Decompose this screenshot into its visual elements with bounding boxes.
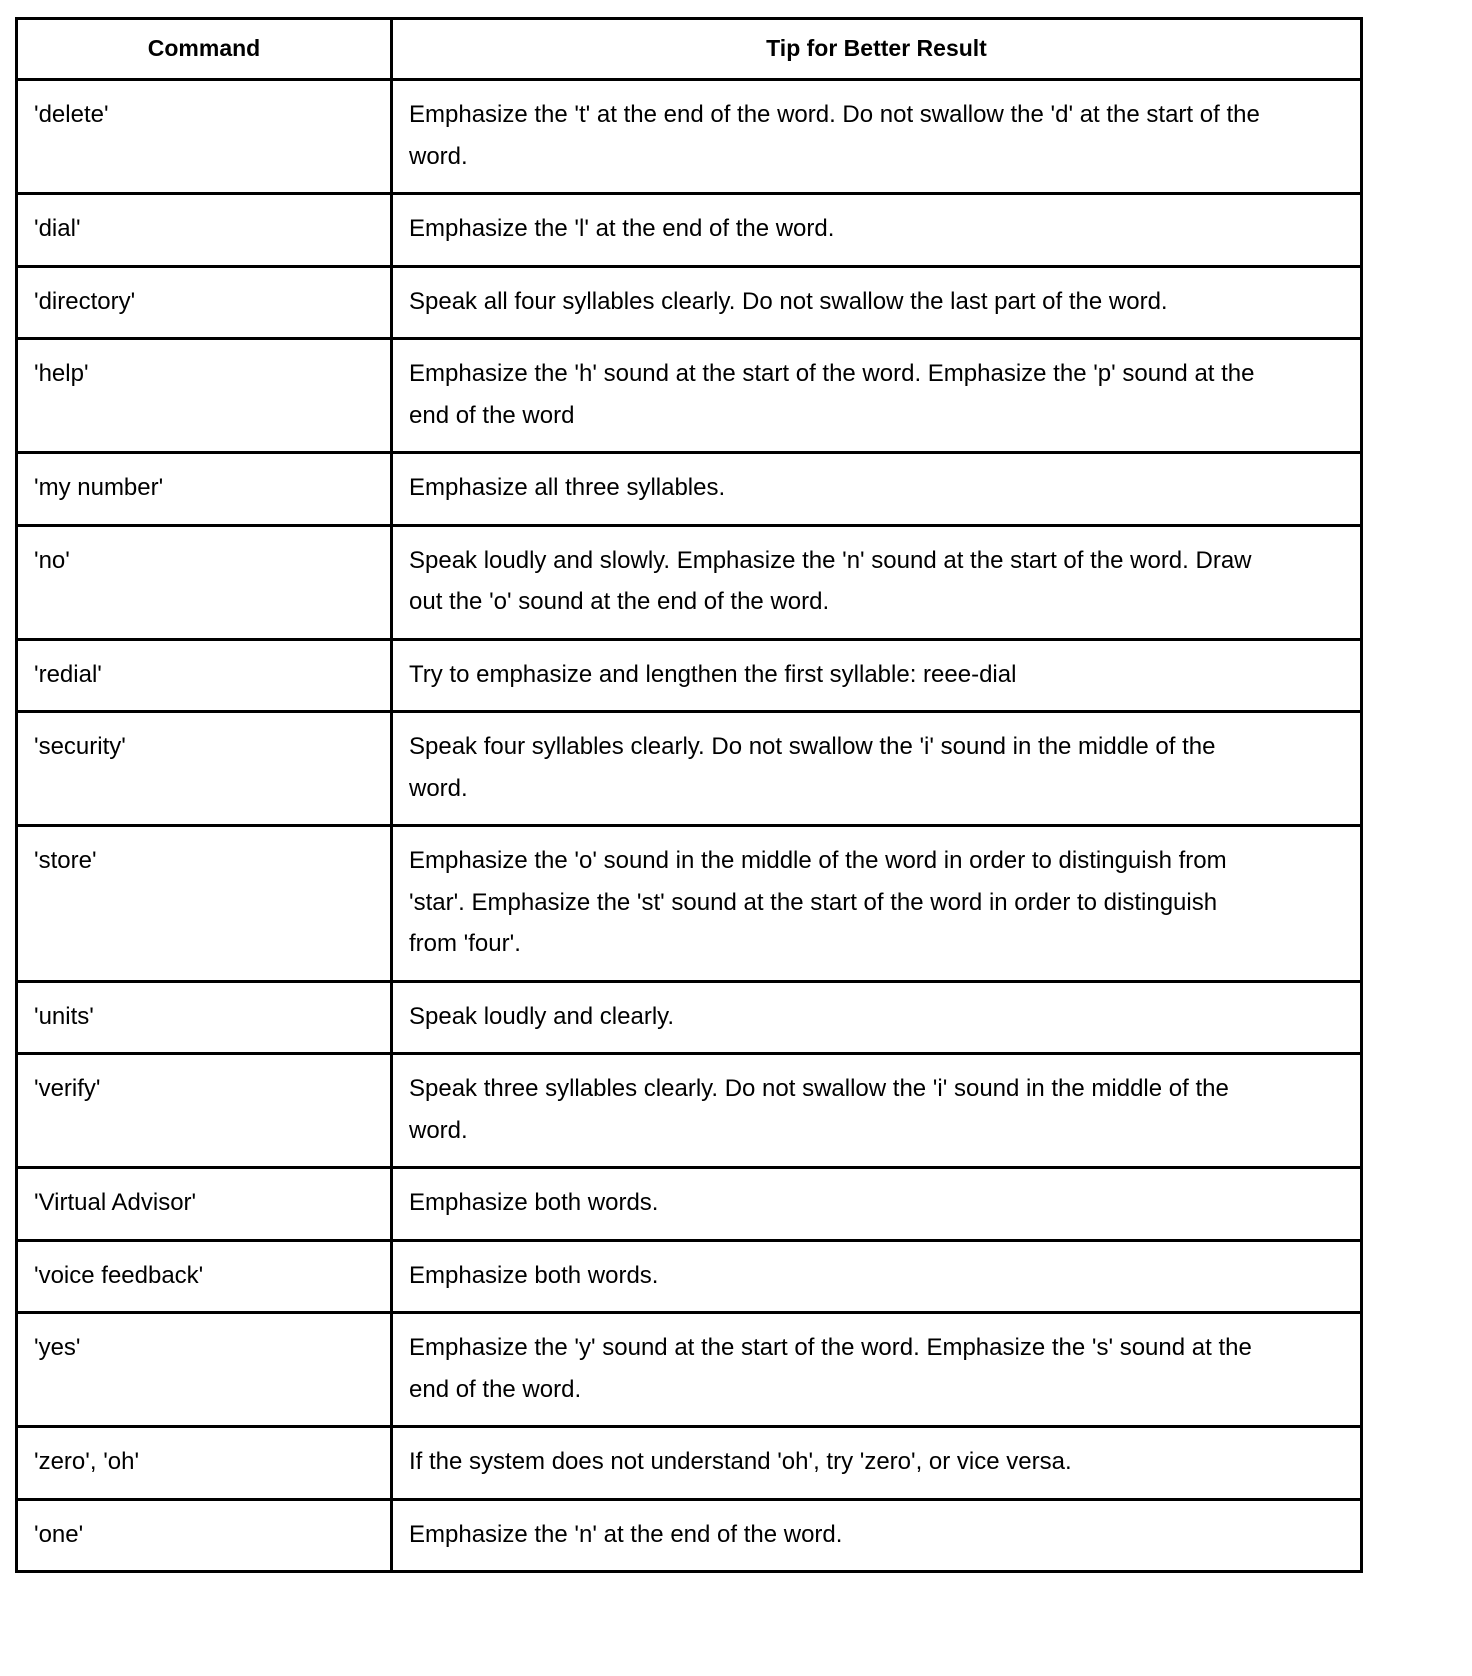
- command-cell: 'my number': [17, 453, 392, 526]
- voice-command-tips-table: [15, 17, 1363, 1573]
- header-row: [17, 19, 1362, 80]
- command-cell: 'help': [17, 339, 392, 453]
- command-cell: 'one': [17, 1499, 392, 1572]
- column-header-command: Command: [17, 19, 392, 80]
- table-row: [17, 639, 1362, 712]
- command-cell: 'directory': [17, 266, 392, 339]
- tip-cell: If the system does not understand 'oh', try 'zero', or vice versa.: [392, 1427, 1362, 1500]
- table-row: [17, 1427, 1362, 1500]
- tip-cell: Emphasize the 'l' at the end of the word.: [392, 194, 1362, 267]
- tip-cell: Speak loudly and clearly.: [392, 981, 1362, 1054]
- table-row: [17, 80, 1362, 194]
- table-row: [17, 266, 1362, 339]
- command-cell: 'delete': [17, 80, 392, 194]
- tip-cell: Emphasize all three syllables.: [392, 453, 1362, 526]
- tip-cell: Emphasize the 'h' sound at the start of the word. Emphasize the 'p' sound at the end of the word: [392, 339, 1362, 453]
- command-cell: 'zero', 'oh': [17, 1427, 392, 1500]
- table-row: [17, 194, 1362, 267]
- column-header-tip: Tip for Better Result: [392, 19, 1362, 80]
- tip-cell: Emphasize the 'y' sound at the start of the word. Emphasize the 's' sound at the end of the word.: [392, 1313, 1362, 1427]
- table-row: [17, 826, 1362, 982]
- tip-cell: Emphasize both words.: [392, 1240, 1362, 1313]
- table-row: [17, 1240, 1362, 1313]
- command-cell: 'Virtual Advisor': [17, 1168, 392, 1241]
- table-row: [17, 1168, 1362, 1241]
- table-row: [17, 525, 1362, 639]
- table-row: [17, 453, 1362, 526]
- table-row: [17, 1054, 1362, 1168]
- tip-cell: Speak all four syllables clearly. Do not swallow the last part of the word.: [392, 266, 1362, 339]
- command-cell: 'verify': [17, 1054, 392, 1168]
- tip-cell: Emphasize the 'o' sound in the middle of the word in order to distinguish from 'star'. Emphasize the 'st' sound at the start of the word in order to distinguish from 'four'.: [392, 826, 1362, 982]
- command-cell: 'redial': [17, 639, 392, 712]
- table-row: [17, 339, 1362, 453]
- command-cell: 'security': [17, 712, 392, 826]
- command-cell: 'dial': [17, 194, 392, 267]
- tip-cell: Speak three syllables clearly. Do not swallow the 'i' sound in the middle of the word.: [392, 1054, 1362, 1168]
- command-cell: 'units': [17, 981, 392, 1054]
- table-row: [17, 1499, 1362, 1572]
- table-row: [17, 712, 1362, 826]
- tip-cell: Try to emphasize and lengthen the first syllable: reee-dial: [392, 639, 1362, 712]
- tip-cell: Speak loudly and slowly. Emphasize the 'n' sound at the start of the word. Draw out the 'o' sound at the end of the word.: [392, 525, 1362, 639]
- table-row: [17, 1313, 1362, 1427]
- command-cell: 'store': [17, 826, 392, 982]
- command-cell: 'voice feedback': [17, 1240, 392, 1313]
- table-row: [17, 981, 1362, 1054]
- tip-cell: Emphasize both words.: [392, 1168, 1362, 1241]
- tip-cell: Emphasize the 'n' at the end of the word.: [392, 1499, 1362, 1572]
- command-cell: 'no': [17, 525, 392, 639]
- tip-cell: Speak four syllables clearly. Do not swallow the 'i' sound in the middle of the word.: [392, 712, 1362, 826]
- tip-cell: Emphasize the 't' at the end of the word. Do not swallow the 'd' at the start of the word.: [392, 80, 1362, 194]
- command-cell: 'yes': [17, 1313, 392, 1427]
